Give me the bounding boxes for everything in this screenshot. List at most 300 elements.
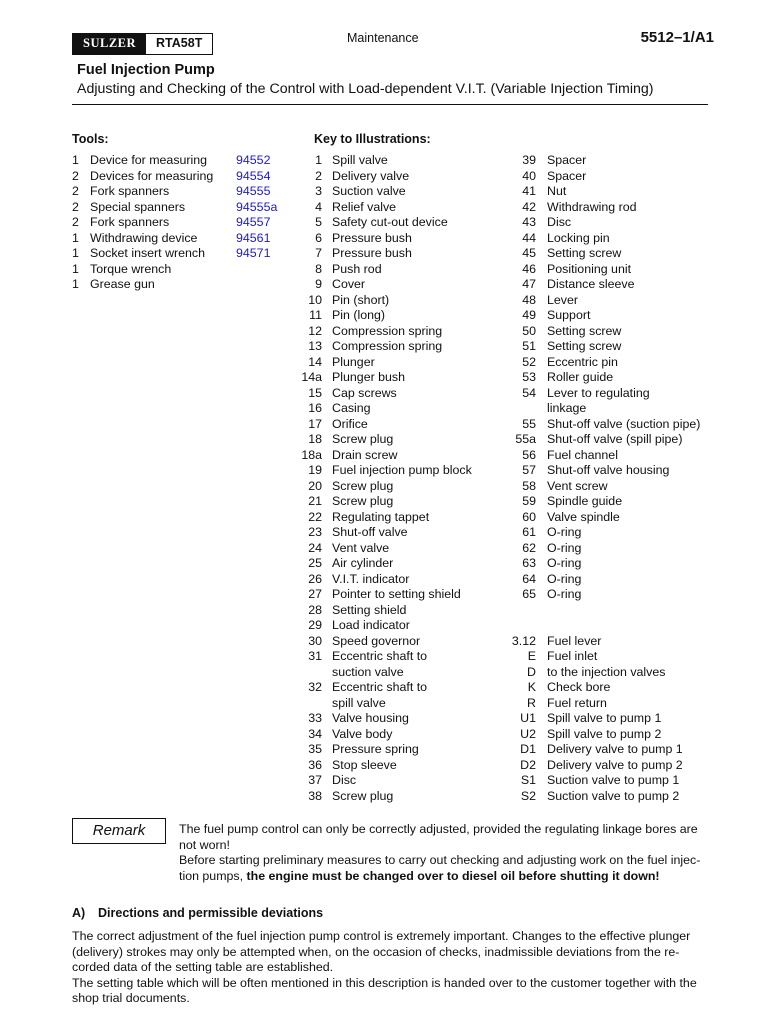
key-text: Spill valve xyxy=(332,153,388,167)
tool-qty: 1 xyxy=(72,153,79,167)
key-number: 16 xyxy=(308,401,322,415)
key-item xyxy=(290,711,472,727)
key-number xyxy=(290,696,322,712)
key-item xyxy=(490,215,700,231)
key-text: Suction valve to pump 2 xyxy=(547,788,680,803)
key-number: 38 xyxy=(308,788,322,803)
tool-item xyxy=(72,153,292,169)
tool-name: Fork spanners xyxy=(90,215,170,229)
key-number: U1 xyxy=(520,711,536,725)
key-text: Screw plug xyxy=(332,432,394,446)
key-text: Plunger bush xyxy=(332,370,406,384)
key-number: 50 xyxy=(522,323,536,338)
key-number: 44 xyxy=(522,230,536,245)
key-number xyxy=(490,401,536,417)
key-item xyxy=(490,153,700,169)
key-number: 51 xyxy=(522,339,536,353)
key-number: 18 xyxy=(308,432,322,446)
key-text: O-ring xyxy=(547,587,582,601)
key-text: Lever xyxy=(547,292,578,307)
tool-qty: 1 xyxy=(72,261,79,276)
key-item xyxy=(490,634,700,650)
logo-brand: SULZER xyxy=(73,34,146,54)
key-text: Screw plug xyxy=(332,494,394,508)
key-item xyxy=(490,587,700,603)
key-item xyxy=(490,541,700,557)
tool-qty: 1 xyxy=(72,246,79,260)
remark-text xyxy=(179,822,709,884)
key-text: spill valve xyxy=(332,695,386,710)
key-item xyxy=(490,417,700,433)
key-number: 4 xyxy=(315,199,322,214)
tool-qty: 1 xyxy=(72,277,79,291)
key-item xyxy=(490,696,700,712)
key-item xyxy=(490,773,700,789)
key-item xyxy=(290,525,472,541)
key-item xyxy=(290,308,472,324)
key-item xyxy=(490,200,700,216)
key-text: Valve body xyxy=(332,726,393,741)
key-item xyxy=(290,758,472,774)
tool-qty: 2 xyxy=(72,199,79,214)
tool-qty: 2 xyxy=(72,168,79,183)
tool-name: Withdrawing device xyxy=(90,230,198,245)
remark-line-2-normal: Before starting preliminary measures to carry out checking and adjusting work on the fuel injec- tion pumps, xyxy=(179,853,701,883)
key-item xyxy=(290,355,472,371)
key-text: Lever to regulating xyxy=(547,385,650,400)
key-text: Pressure bush xyxy=(332,246,412,260)
key-item xyxy=(290,541,472,557)
key-text: Spill valve to pump 1 xyxy=(547,711,662,725)
key-text: Nut xyxy=(547,184,567,198)
key-number: 11 xyxy=(309,308,322,322)
doc-subtitle: Adjusting and Checking of the Control with Load-dependent V.I.T. (Variable Injection Timing) xyxy=(77,81,654,97)
key-text: Speed governor xyxy=(332,633,421,648)
key-number: 59 xyxy=(522,494,536,508)
key-number: 3 xyxy=(315,184,322,198)
key-text: Stop sleeve xyxy=(332,757,397,772)
header-divider xyxy=(72,104,708,105)
key-number: 5 xyxy=(315,215,322,229)
key-item xyxy=(490,386,700,402)
key-item xyxy=(290,215,472,231)
key-text: Load indicator xyxy=(332,618,410,632)
key-text: Withdrawing rod xyxy=(547,199,637,214)
key-item xyxy=(490,665,700,681)
key-item xyxy=(490,510,700,526)
tool-name: Torque wrench xyxy=(90,261,172,276)
key-number: 54 xyxy=(522,385,536,400)
key-text: O-ring xyxy=(547,571,582,586)
key-number: 55 xyxy=(522,416,536,431)
key-text: Valve spindle xyxy=(547,509,620,524)
key-item xyxy=(290,169,472,185)
key-number: R xyxy=(527,695,536,710)
key-text: Setting screw xyxy=(547,339,622,353)
key-item xyxy=(490,680,700,696)
key-number: 47 xyxy=(522,277,536,291)
key-number: D1 xyxy=(520,742,536,756)
key-number: 37 xyxy=(308,773,322,787)
key-number: E xyxy=(527,649,536,663)
key-text: suction valve xyxy=(332,664,404,679)
key-number: 3.12 xyxy=(511,633,536,648)
tool-number: 94554 xyxy=(236,168,271,183)
key-number: 13 xyxy=(308,339,322,353)
key-number: 42 xyxy=(522,199,536,214)
key-text: to the injection valves xyxy=(547,664,666,679)
key-number: 34 xyxy=(308,726,322,741)
key-item xyxy=(490,277,700,293)
key-text: linkage xyxy=(547,401,587,415)
key-item xyxy=(290,246,472,262)
key-item xyxy=(290,463,472,479)
key-number: 31 xyxy=(308,649,322,663)
key-text: Compression spring xyxy=(332,339,443,353)
tool-item xyxy=(72,169,292,185)
section-a-body xyxy=(72,929,710,1007)
key-item xyxy=(490,293,700,309)
key-number: S2 xyxy=(520,788,536,803)
key-number: 1 xyxy=(315,153,322,167)
tool-qty: 1 xyxy=(72,230,79,245)
key-item xyxy=(490,231,700,247)
key-text: Distance sleeve xyxy=(547,277,635,291)
key-text: Setting screw xyxy=(547,246,622,260)
key-text: O-ring xyxy=(547,540,582,555)
key-text: Cap screws xyxy=(332,385,397,400)
key-text: Vent screw xyxy=(547,478,608,493)
section-a-letter: A) xyxy=(72,906,86,920)
tool-number: 94552 xyxy=(236,153,271,167)
remark-line-1: The fuel pump control can only be correctly adjusted, provided the regulating linkage bores are not worn! xyxy=(179,822,698,852)
key-text: Delivery valve to pump 1 xyxy=(547,742,683,756)
key-item xyxy=(490,324,700,340)
key-item xyxy=(290,556,472,572)
key-text: Pressure bush xyxy=(332,230,412,245)
key-text: Fuel inlet xyxy=(547,649,598,663)
key-number: 7 xyxy=(315,246,322,260)
key-text: Positioning unit xyxy=(547,261,632,276)
key-number: 39 xyxy=(522,153,536,167)
key-item xyxy=(490,308,700,324)
key-item xyxy=(290,153,472,169)
key-number: 2 xyxy=(315,168,322,183)
key-spacer xyxy=(490,618,700,634)
key-text: Pointer to setting shield xyxy=(332,587,461,601)
key-text: Spacer xyxy=(547,153,587,167)
key-text: Drain screw xyxy=(332,447,398,462)
key-number: 57 xyxy=(522,463,536,477)
tool-name: Socket insert wrench xyxy=(90,246,206,260)
key-number: 14 xyxy=(308,354,322,369)
key-number: 36 xyxy=(308,757,322,772)
key-heading: Key to Illustrations: xyxy=(314,132,431,146)
key-item xyxy=(490,479,700,495)
key-item xyxy=(490,448,700,464)
key-number: 49 xyxy=(522,308,536,322)
tool-qty: 2 xyxy=(72,215,79,229)
key-number: 29 xyxy=(308,618,322,632)
key-text: Relief valve xyxy=(332,199,397,214)
key-item xyxy=(490,727,700,743)
key-item xyxy=(490,339,700,355)
key-list-right xyxy=(490,153,700,804)
key-item xyxy=(290,696,472,712)
sulzer-logo xyxy=(72,33,213,55)
key-text: Delivery valve to pump 2 xyxy=(547,757,683,772)
tool-item xyxy=(72,184,292,200)
key-item xyxy=(290,649,472,665)
key-number: 32 xyxy=(308,680,322,694)
key-item xyxy=(290,634,472,650)
key-text: Spacer xyxy=(547,168,587,183)
key-number xyxy=(290,665,322,681)
tool-number: 94561 xyxy=(236,230,271,245)
key-number: 10 xyxy=(308,292,322,307)
key-item xyxy=(290,773,472,789)
key-number: 14a xyxy=(301,370,322,384)
key-text: Suction valve to pump 1 xyxy=(547,773,680,787)
key-number: 41 xyxy=(522,184,536,198)
key-number: D2 xyxy=(520,757,536,772)
section-a-para-1: The correct adjustment of the fuel injection pump control is extremely important. Changes to the effective plunger (delivery) strokes may only be attempted when, on the occasion of checks, inadmissible deviations from the re- corded data of the setting table are established. xyxy=(72,929,691,974)
key-number: 60 xyxy=(522,509,536,524)
key-item xyxy=(490,432,700,448)
doc-number: 5512–1/A1 xyxy=(640,29,714,46)
tools-heading: Tools: xyxy=(72,132,109,146)
key-text: Spindle guide xyxy=(547,494,623,508)
key-number: 25 xyxy=(308,556,322,570)
key-number: 46 xyxy=(522,261,536,276)
section-label: Maintenance xyxy=(347,31,419,45)
key-text: Check bore xyxy=(547,680,611,694)
key-number: 19 xyxy=(308,463,322,477)
key-text: Locking pin xyxy=(547,230,610,245)
key-number: 22 xyxy=(308,509,322,524)
tool-qty: 2 xyxy=(72,184,79,198)
key-text: Fuel channel xyxy=(547,447,618,462)
key-text: Support xyxy=(547,308,591,322)
key-text: Air cylinder xyxy=(332,556,394,570)
key-item xyxy=(490,494,700,510)
key-text: Shut-off valve xyxy=(332,525,408,539)
key-number: 65 xyxy=(522,587,536,601)
key-item xyxy=(290,494,472,510)
doc-title: Fuel Injection Pump xyxy=(77,62,215,78)
key-item xyxy=(290,789,472,805)
key-text: Orifice xyxy=(332,416,368,431)
key-number: 24 xyxy=(308,540,322,555)
tool-item xyxy=(72,200,292,216)
key-text: Compression spring xyxy=(332,323,443,338)
key-text: Setting shield xyxy=(332,602,407,617)
key-number: 26 xyxy=(308,571,322,586)
key-item xyxy=(490,742,700,758)
key-item xyxy=(290,277,472,293)
tool-name: Special spanners xyxy=(90,199,186,214)
tool-number: 94555a xyxy=(236,199,278,214)
key-item xyxy=(490,355,700,371)
key-item xyxy=(290,742,472,758)
key-number: 55a xyxy=(515,432,536,446)
key-text: Eccentric shaft to xyxy=(332,649,428,663)
tool-name: Devices for measuring xyxy=(90,168,214,183)
section-a-heading xyxy=(72,906,323,922)
key-item xyxy=(490,463,700,479)
key-number: 15 xyxy=(308,385,322,400)
key-item xyxy=(290,603,472,619)
key-text: Casing xyxy=(332,401,371,415)
tool-name: Device for measuring xyxy=(90,153,208,167)
key-spacer xyxy=(490,603,700,619)
key-number: 30 xyxy=(308,633,322,648)
key-text: Plunger xyxy=(332,354,375,369)
tool-item xyxy=(72,246,292,262)
key-item xyxy=(490,370,700,386)
key-item xyxy=(290,200,472,216)
key-text: O-ring xyxy=(547,525,582,539)
key-item xyxy=(290,587,472,603)
tools-list xyxy=(72,153,292,293)
key-number: 58 xyxy=(522,478,536,493)
key-text: Disc xyxy=(332,773,357,787)
tool-name: Fork spanners xyxy=(90,184,170,198)
key-item xyxy=(290,339,472,355)
key-number: 40 xyxy=(522,168,536,183)
key-item xyxy=(290,432,472,448)
key-item xyxy=(490,758,700,774)
key-item xyxy=(290,370,472,386)
key-number: 9 xyxy=(315,277,322,291)
key-text: Setting screw xyxy=(547,323,622,338)
key-item xyxy=(290,510,472,526)
key-item xyxy=(290,680,472,696)
key-item xyxy=(290,386,472,402)
key-item xyxy=(490,572,700,588)
key-number: 12 xyxy=(308,323,322,338)
key-item xyxy=(290,262,472,278)
key-number: U2 xyxy=(520,726,536,741)
key-item xyxy=(490,789,700,805)
key-item xyxy=(290,417,472,433)
key-number: K xyxy=(527,680,536,694)
key-item xyxy=(490,711,700,727)
remark-line-2-bold: the engine must be changed over to diesel oil before shutting it down! xyxy=(246,868,660,883)
key-text: Pin (short) xyxy=(332,292,390,307)
key-item xyxy=(290,448,472,464)
key-text: V.I.T. indicator xyxy=(332,571,410,586)
key-number: 48 xyxy=(522,292,536,307)
key-text: Safety cut-out device xyxy=(332,215,448,229)
key-number: 28 xyxy=(308,602,322,617)
key-text: Fuel lever xyxy=(547,633,602,648)
key-text: Suction valve xyxy=(332,184,406,198)
key-item xyxy=(490,246,700,262)
key-number: D xyxy=(527,664,536,679)
tool-item xyxy=(72,215,292,231)
key-number: 53 xyxy=(522,370,536,384)
key-text: Shut-off valve housing xyxy=(547,463,670,477)
key-text: Spill valve to pump 2 xyxy=(547,726,662,741)
key-number: 63 xyxy=(522,556,536,570)
key-text: Roller guide xyxy=(547,370,614,384)
key-number: 52 xyxy=(522,354,536,369)
key-number: 21 xyxy=(308,494,322,508)
key-item xyxy=(290,231,472,247)
tool-number: 94555 xyxy=(236,184,271,198)
key-item xyxy=(490,649,700,665)
key-text: Eccentric shaft to xyxy=(332,680,428,694)
key-item xyxy=(490,525,700,541)
section-a-para-2: The setting table which will be often mentioned in this description is handed over to the customer together with the shop trial documents. xyxy=(72,975,697,1005)
key-list-left xyxy=(290,153,472,804)
key-item xyxy=(290,184,472,200)
key-text: Disc xyxy=(547,215,572,229)
key-item xyxy=(290,479,472,495)
key-number: 45 xyxy=(522,246,536,260)
tool-item xyxy=(72,231,292,247)
key-item xyxy=(490,262,700,278)
tool-item xyxy=(72,277,292,293)
key-text: Fuel return xyxy=(547,695,607,710)
key-text: Regulating tappet xyxy=(332,509,430,524)
tool-name: Grease gun xyxy=(90,277,155,291)
key-item xyxy=(290,618,472,634)
tool-item xyxy=(72,262,292,278)
key-text: Screw plug xyxy=(332,788,394,803)
tool-number: 94557 xyxy=(236,215,271,229)
key-number: 6 xyxy=(315,230,322,245)
key-text: Push rod xyxy=(332,261,382,276)
key-item xyxy=(290,401,472,417)
remark-label: Remark xyxy=(72,818,166,844)
key-number: S1 xyxy=(520,773,536,787)
tool-number: 94571 xyxy=(236,246,271,260)
key-item xyxy=(490,401,700,417)
key-number: 56 xyxy=(522,447,536,462)
key-text: Shut-off valve (spill pipe) xyxy=(547,432,683,446)
key-text: Fuel injection pump block xyxy=(332,463,472,477)
key-number: 43 xyxy=(522,215,536,229)
key-item xyxy=(490,556,700,572)
key-text: Screw plug xyxy=(332,478,394,493)
key-text: Pressure spring xyxy=(332,742,419,756)
key-number: 64 xyxy=(522,571,536,586)
key-item xyxy=(490,184,700,200)
key-text: Delivery valve xyxy=(332,168,410,183)
key-number: 35 xyxy=(308,742,322,756)
key-item xyxy=(490,169,700,185)
key-number: 23 xyxy=(308,525,322,539)
key-item xyxy=(290,324,472,340)
key-item xyxy=(290,572,472,588)
key-item xyxy=(290,665,472,681)
key-text: Cover xyxy=(332,277,366,291)
key-number: 27 xyxy=(308,587,322,601)
key-number: 61 xyxy=(522,525,536,539)
key-number: 17 xyxy=(308,416,322,431)
key-number: 18a xyxy=(301,447,322,462)
key-number: 33 xyxy=(308,711,322,725)
key-text: Pin (long) xyxy=(332,308,386,322)
key-number: 62 xyxy=(522,540,536,555)
logo-model: RTA58T xyxy=(146,34,212,54)
key-number: 8 xyxy=(315,261,322,276)
section-a-title: Directions and permissible deviations xyxy=(98,906,324,920)
key-item xyxy=(290,727,472,743)
key-text: Vent valve xyxy=(332,540,390,555)
